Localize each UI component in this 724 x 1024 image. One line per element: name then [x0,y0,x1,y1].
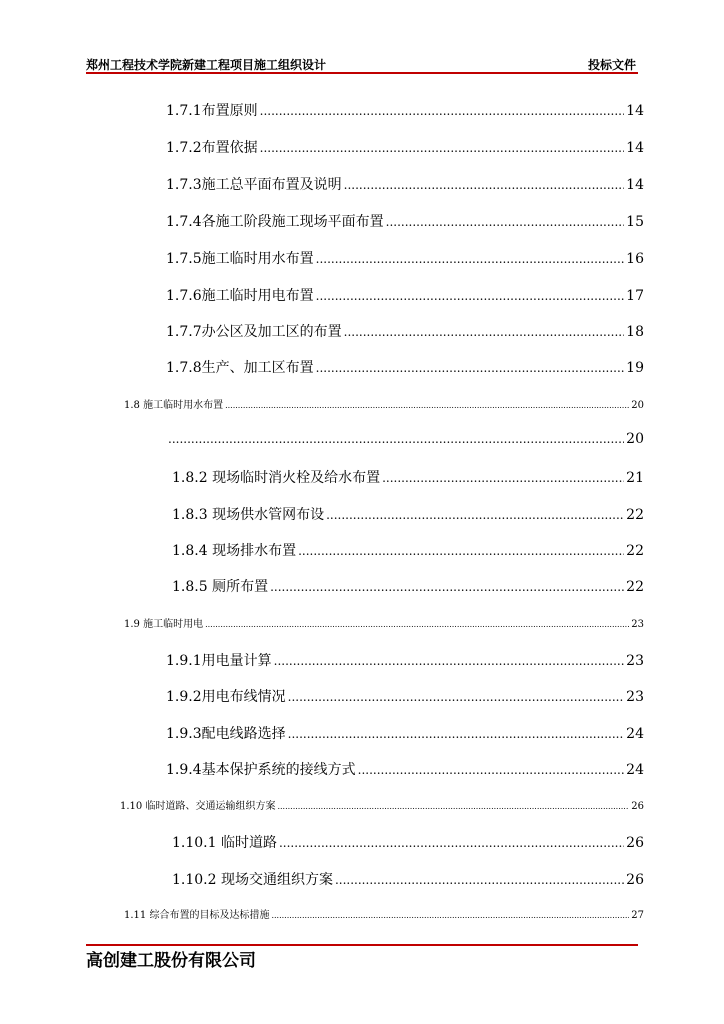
toc-entry-title: 1.9.2用电布线情况 [166,689,286,705]
toc-entry-page: 24 [626,726,644,742]
toc-leader-dots [298,543,624,559]
toc-entry[interactable] [172,467,644,487]
toc-entry-title: 1.9 施工临时用电 [124,619,204,630]
toc-entry[interactable] [172,540,644,560]
toc-entry-title: 1.10 临时道路、交通运输组织方案 [120,801,276,812]
toc-entry-title: 1.7.4各施工阶段施工现场平面布置 [166,214,384,230]
toc-entry-page: 21 [626,470,644,486]
toc-leader-dots [288,726,625,742]
toc-entry[interactable] [166,650,644,670]
toc-entry-title: 1.10.2 现场交通组织方案 [172,872,333,888]
toc-entry-page: 18 [626,324,644,340]
toc-entry[interactable] [172,832,644,852]
toc-leader-dots [326,507,624,523]
toc-leader-dots [225,400,629,411]
toc-entry-page: 16 [626,251,644,267]
toc-leader-dots [260,140,625,156]
footer-company: 高创建工股份有限公司 [86,951,256,971]
toc-entry-page: 14 [626,177,644,193]
toc-entry-page: 22 [626,543,644,559]
toc-entry-page: 14 [626,103,644,119]
toc-entry-page: 15 [626,214,644,230]
toc-entry-page: 19 [626,360,644,376]
toc-entry[interactable] [120,797,644,812]
toc-entry-title: 1.8 施工临时用水布置 [124,400,224,411]
toc-entry-title: 1.9.4基本保护系统的接线方式 [166,762,356,778]
toc-entry[interactable] [166,759,644,779]
toc-leader-dots [382,470,624,486]
toc-leader-dots [386,214,625,230]
toc-entry[interactable] [166,248,644,268]
toc-entry-title: 1.7.6施工临时用电布置 [166,288,314,304]
toc-entry-title: 1.9.1用电量计算 [166,653,272,669]
toc-entry-title: 1.8.5 厕所布置 [172,579,269,595]
toc-entry-page: 27 [631,910,644,921]
toc-entry-page: 24 [626,762,644,778]
toc-entry[interactable] [166,686,644,706]
toc-leader-dots [260,103,625,119]
toc-entry-title: 1.9.3配电线路选择 [166,726,286,742]
toc-leader-dots [168,431,624,447]
toc-leader-dots [358,762,625,778]
toc-leader-dots [316,251,625,267]
toc-entry-page: 20 [631,400,644,411]
toc-entry-title: 1.7.1布置原则 [166,103,258,119]
toc-leader-dots [316,288,625,304]
toc-entry-title: 1.8.3 现场供水管网布设 [172,507,325,523]
toc-entry-page: 17 [626,288,644,304]
toc-entry-title: 1.7.3施工总平面布置及说明 [166,177,342,193]
toc-entry-title: 1.7.2布置依据 [166,140,258,156]
toc-leader-dots [277,801,629,812]
toc-entry[interactable] [166,285,644,305]
header-doc-type: 投标文件 [587,58,636,72]
toc-entry[interactable] [166,211,644,231]
toc-entry[interactable] [124,396,644,411]
toc-entry-page: 23 [626,689,644,705]
toc-leader-dots [271,910,629,921]
toc-entry[interactable] [172,504,644,524]
toc-entry-title: 1.8.4 现场排水布置 [172,543,297,559]
toc-leader-dots [335,872,624,888]
toc-leader-dots [288,689,625,705]
toc-entry-page: 26 [626,835,644,851]
toc-entry[interactable] [124,615,644,630]
toc-entry-page: 22 [626,507,644,523]
toc-leader-dots [270,579,624,595]
header-divider [86,72,638,74]
toc-entry-page: 14 [626,140,644,156]
toc-leader-dots [274,653,625,669]
header-title: 郑州工程技术学院新建工程项目施工组织设计 [86,58,327,72]
toc-entry-page: 23 [631,619,644,630]
toc-leader-dots [344,324,625,340]
toc-entry-title: 1.7.8生产、加工区布置 [166,360,314,376]
toc-entry-title: 1.10.1 临时道路 [172,835,277,851]
toc-entry[interactable] [166,174,644,194]
toc-entry[interactable] [172,576,644,596]
toc-entry[interactable] [124,906,644,921]
toc-entry[interactable] [166,431,644,447]
toc-entry-title: 1.11 综合布置的目标及达标措施 [124,910,270,921]
toc-entry[interactable] [166,321,644,341]
toc-entry-page: 26 [631,801,644,812]
toc-entry[interactable] [166,100,644,120]
toc-entry-title: 1.7.7办公区及加工区的布置 [166,324,342,340]
toc-entry-page: 26 [626,872,644,888]
toc-entry-title: 1.7.5施工临时用水布置 [166,251,314,267]
toc-entry-page: 23 [626,653,644,669]
toc-entry-page: 20 [626,431,644,447]
toc-entry[interactable] [166,723,644,743]
toc-entry-page: 22 [626,579,644,595]
toc-leader-dots [279,835,624,851]
toc-leader-dots [205,619,629,630]
toc-entry-title: 1.8.2 现场临时消火栓及给水布置 [172,470,381,486]
toc-entry[interactable] [166,357,644,377]
toc-leader-dots [344,177,625,193]
toc-entry[interactable] [166,137,644,157]
toc-leader-dots [316,360,625,376]
toc-entry[interactable] [172,869,644,889]
